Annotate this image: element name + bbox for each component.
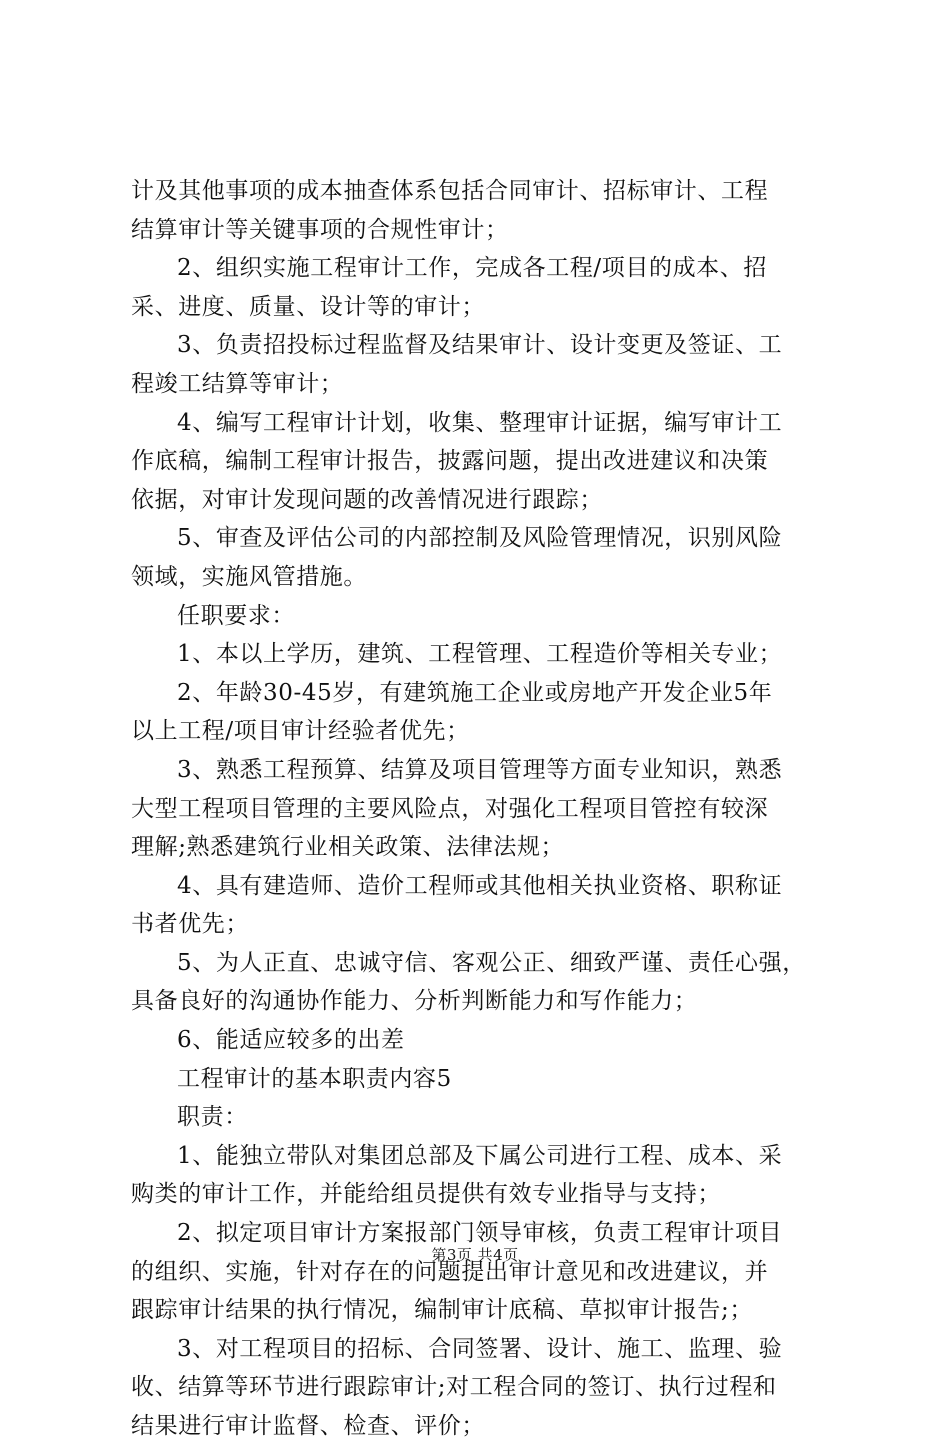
text-line: 购类的审计工作，并能给组员提供有效专业指导与支持； — [131, 1181, 721, 1208]
text-line: 跟踪审计结果的执行情况，编制审计底稿、草拟审计报告;； — [131, 1297, 753, 1324]
text-line: 5、为人正直、忠诚守信、客观公正、细致严谨、责任心强， — [177, 949, 806, 976]
text-line: 计及其他事项的成本抽查体系包括合同审计、招标审计、工程 — [131, 178, 769, 204]
text-line: 收、结算等环节进行跟踪审计;对工程合同的签订、执行过程和 — [131, 1374, 777, 1401]
text-line: 以上工程/项目审计经验者优先； — [131, 718, 470, 745]
text-line: 2、拟定项目审计方案报部门领导审核，负责工程审计项目 — [177, 1220, 783, 1247]
text-line: 采、进度、质量、设计等的审计； — [131, 293, 485, 320]
page-number: 第3页 共4页 — [431, 1246, 519, 1264]
text-line: 5、审查及评估公司的内部控制及风险管理情况，识别风险 — [177, 525, 783, 552]
text-line: 1、能独立带队对集团总部及下属公司进行工程、成本、采 — [177, 1142, 783, 1169]
section-heading: 任职要求： — [177, 602, 295, 629]
text-line: 领域，实施风管措施。 — [131, 563, 367, 590]
text-line: 4、编写工程审计计划，收集、整理审计证据，编写审计工 — [177, 409, 783, 436]
text-line: 3、对工程项目的招标、合同签署、设计、施工、监理、验 — [177, 1335, 783, 1362]
text-line: 3、熟悉工程预算、结算及项目管理等方面专业知识，熟悉 — [177, 756, 783, 783]
text-line: 3、负责招投标过程监督及结果审计、设计变更及签证、工 — [177, 332, 783, 359]
text-line: 4、具有建造师、造价工程师或其他相关执业资格、职称证 — [177, 872, 783, 899]
text-line: 结算审计等关键事项的合规性审计； — [131, 216, 509, 243]
text-line: 理解;熟悉建筑行业相关政策、法律法规； — [131, 834, 565, 861]
text-line: 大型工程项目管理的主要风险点，对强化工程项目管控有较深 — [131, 795, 769, 822]
text-line: 的组织、实施，针对存在的问题提出审计意见和改进建议，并 — [131, 1258, 769, 1285]
text-line: 结果进行审计监督、检查、评价； — [131, 1413, 485, 1439]
text-line: 具备良好的沟通协作能力、分析判断能力和写作能力； — [131, 988, 698, 1015]
text-line: 依据，对审计发现问题的改善情况进行跟踪； — [131, 486, 603, 513]
text-line: 2、年龄30-45岁，有建筑施工企业或房地产开发企业5年 — [177, 679, 773, 706]
text-line: 1、本以上学历，建筑、工程管理、工程造价等相关专业； — [177, 641, 783, 668]
text-line: 程竣工结算等审计； — [131, 370, 344, 397]
text-line: 6、能适应较多的出差 — [177, 1027, 405, 1054]
section-heading: 职责： — [177, 1104, 248, 1131]
section-heading: 工程审计的基本职责内容5 — [177, 1065, 452, 1092]
text-line: 书者优先； — [131, 911, 249, 938]
text-line: 2、组织实施工程审计工作，完成各工程/项目的成本、招 — [177, 255, 767, 282]
text-line: 作底稿，编制工程审计报告，披露问题，提出改进建议和决策 — [131, 448, 769, 475]
page-footer — [0, 1244, 950, 1265]
